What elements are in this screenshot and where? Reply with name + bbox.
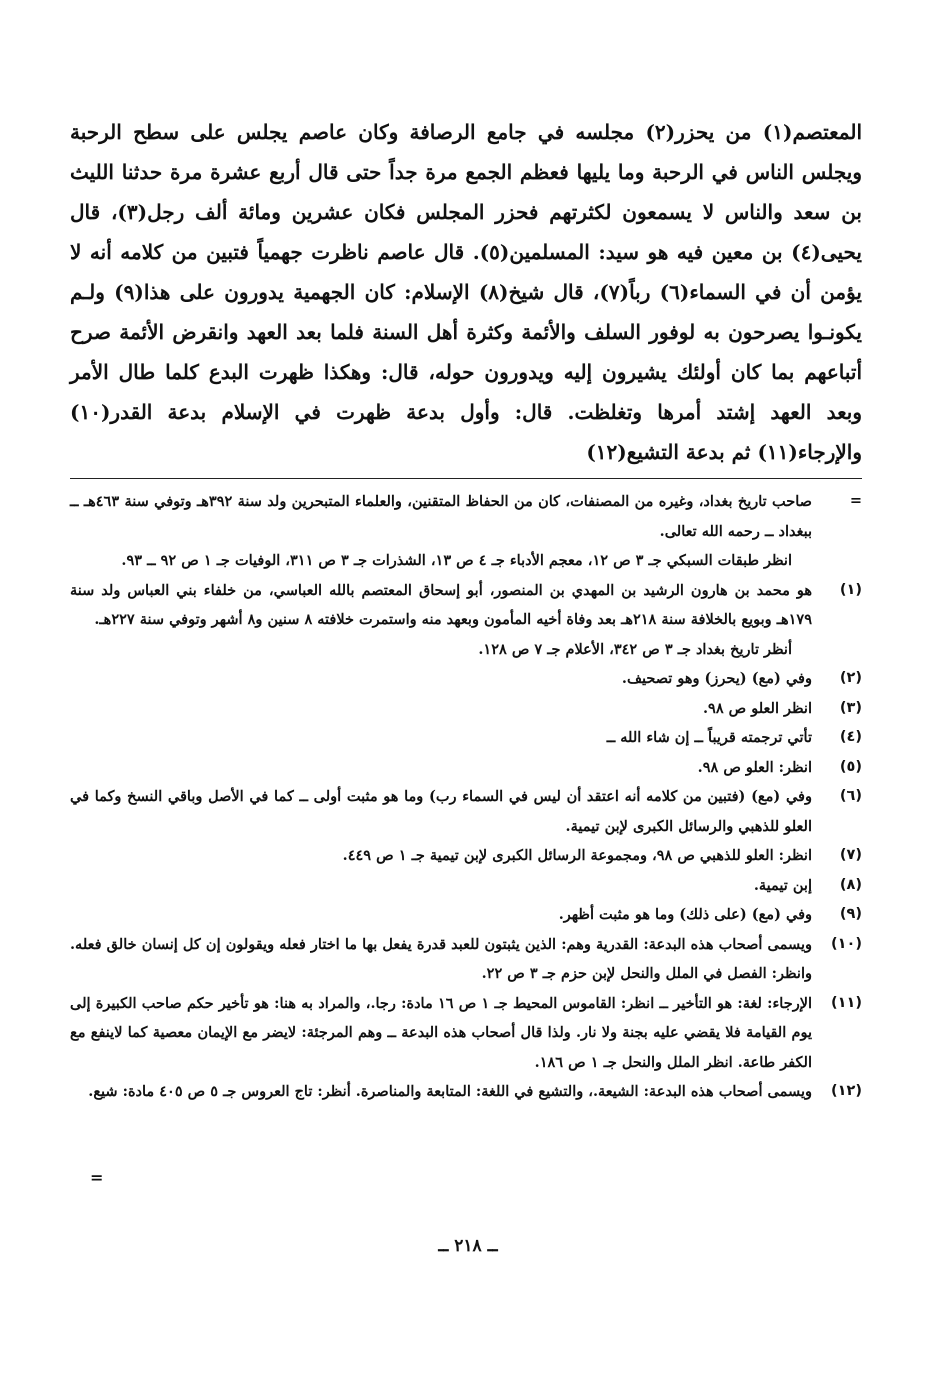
footnote-text: ويسمى أصحاب هذه البدعة: القدرية وهم: الذين يثبتون للعبد قدرة يفعل بها ما اختار فعله ويقولون إن كل إنسان خالق فعله. وانظر: الفصل في الملل والنحل لإبن حزم جـ ٣ ص ٢٢.	[70, 935, 812, 982]
footnote-text: ويسمى أصحاب هذه البدعة: الشيعة.، والتشيع في اللغة: المتابعة والمناصرة. أنظر: تاج العروس جـ ٥ ص ٤٠٥ مادة: شيع.	[88, 1083, 812, 1100]
continued-footnote	[70, 487, 862, 576]
footnote-text: إبن تيمية.	[753, 876, 812, 894]
footnote-1	[70, 576, 862, 665]
main-text	[70, 112, 862, 472]
page-number: ــ ٢١٨ ــ	[438, 1236, 498, 1256]
footnote-11	[70, 989, 862, 1078]
footnote-6	[70, 782, 862, 841]
footnote-number: (٧)	[839, 847, 862, 863]
footnote-4	[70, 723, 862, 753]
footnote-text: وفي (مع) (يحرز) وهو تصحيف.	[621, 670, 812, 687]
footnote-text: وفي (مع) (فتبين من كلامه أنه اعتقد أن ليس في السماء رب) وما هو مثبت أولى ــ كما في الأصل وباقي النسخ وكما في العلو للذهبي والرسائل الكبرى لإبن تيمية.	[70, 788, 812, 835]
footnote-number: (٣)	[839, 699, 862, 716]
footnote-number: (١)	[839, 581, 862, 598]
footnote-text: انظر العلو ص ٩٨.	[702, 699, 812, 717]
footnote-7	[70, 841, 862, 871]
footnote-divider	[70, 478, 862, 479]
footnote-number: (٢)	[839, 670, 862, 686]
footnote-number: (١٠)	[831, 935, 862, 952]
footnote-number: (١٢)	[831, 1083, 862, 1099]
footnote-number: (٤)	[839, 729, 862, 745]
footnote-10	[70, 930, 862, 989]
footnote-number: (٩)	[839, 906, 862, 922]
main-paragraph: المعتصم(١) من يحزر(٢) مجلسه في جامع الرصافة وكان عاصم يجلس على سطح الرحبة ويجلس الناس في الرحبة وما يليها فعظم الجمع مرة جداً حتى قال أربع عشرة مرة حدثنا الليث بن سعد والناس لا يسمعون لكثرتهم فحزر المجلس فكان عشرين ومائة ألف رجل(٣)، قال يحيى(٤) بن معين فيه هو سيد: المسلمين(٥). قال عاصم ناظرت جهمياً فتبين من كلامه أنه لا يؤمن أن في السماء(٦) رباً(٧)، قال شيخ(٨) الإسلام: كان الجهمية يدورون على هذا(٩) ولـم يكونـوا يصرحون به لوفور السلف والأئمة وكثرة أهل السنة فلما بعد العهد وانقرض الأئمة صرح أتباعهم بما كان أولئك يشيرون إليه ويدورون حوله، قال: وهكذا ظهرت البدع كلما طال الأمر وبعد العهد إشتد أمرها وتغلظت. قال: وأول بدعة ظهرت في الإسلام بدعة القدر(١٠) والإرجاء(١١) ثم بدعة التشيع(١٢)	[70, 120, 862, 464]
continued-footnote-text: صاحب تاريخ بغداد، وغيره من المصنفات، كان من الحفاظ المتقنين، والعلماء المتبحرين ولد سنة ٣٩٢هـ وتوفي سنة ٤٦٣هـ ــ ببغداد ــ رحمه الله تعالى.	[70, 493, 812, 540]
continued-footnote-ref: انظر طبقات السبكي جـ ٣ ص ١٢، معجم الأدباء جـ ٤ ص ١٣، الشذرات جـ ٣ ص ٣١١، الوفيات جـ ١ ص ٩٢ ــ ٩٣.	[121, 552, 792, 569]
footnote-number: (٨)	[839, 876, 862, 893]
page-content	[70, 112, 862, 1107]
continuation-start-mark: =	[849, 493, 862, 509]
footnote-number: (١١)	[831, 994, 862, 1011]
footnote-8	[70, 871, 862, 901]
footnote-number: (٥)	[839, 758, 862, 775]
footnote-text: انظر: العلو للذهبي ص ٩٨، ومجموعة الرسائل الكبرى لإبن تيمية جـ ١ ص ٤٤٩.	[342, 847, 812, 864]
footnote-text: وفي (مع) (على ذلك) وما هو مثبت أظهر.	[558, 906, 812, 923]
footnote-ref: أنظر تاريخ بغداد جـ ٣ ص ٣٤٢، الأعلام جـ ٧ ص ١٢٨.	[478, 640, 792, 658]
footnote-5	[70, 753, 862, 783]
footnote-2	[70, 664, 862, 694]
footnote-text: انظر: العلو ص ٩٨.	[697, 758, 812, 776]
footnote-text: هو محمد بن هارون الرشيد بن المهدي بن المنصور، أبو إسحاق المعتصم بالله العباسي، من خلفاء بني العباس ولد سنة ١٧٩هـ وبويع بالخلافة سنة ٢١٨هـ بعد وفاة أخيه المأمون وبعهد منه واستمرت خلافته ٨ سنين و٨ أشهر وتوفي سنة ٢٢٧هـ.	[70, 581, 812, 628]
footnote-text: الإرجاء: لغة: هو التأخير ــ انظر: القاموس المحيط جـ ١ ص ١٦ مادة: رجا.، والمراد به هنا: هو تأخير حكم صاحب الكبيرة إلى يوم القيامة فلا يقضي عليه بجنة ولا نار. ولذا قال أصحاب هذه البدعة ــ وهم المرجئة: لايضر مع الإيمان معصية كما لاينفع مع الكفر طاعة. انظر الملل والنحل جـ ١ ص ١٨٦.	[70, 994, 812, 1071]
footnote-number: (٦)	[839, 788, 862, 804]
continuation-end-mark: =	[90, 1168, 104, 1187]
footnote-text: تأتي ترجمته قريباً ــ إن شاء الله ــ	[606, 729, 812, 746]
footnote-9	[70, 900, 862, 930]
footnotes	[70, 487, 862, 1107]
footnote-12	[70, 1077, 862, 1107]
footnote-3	[70, 694, 862, 724]
